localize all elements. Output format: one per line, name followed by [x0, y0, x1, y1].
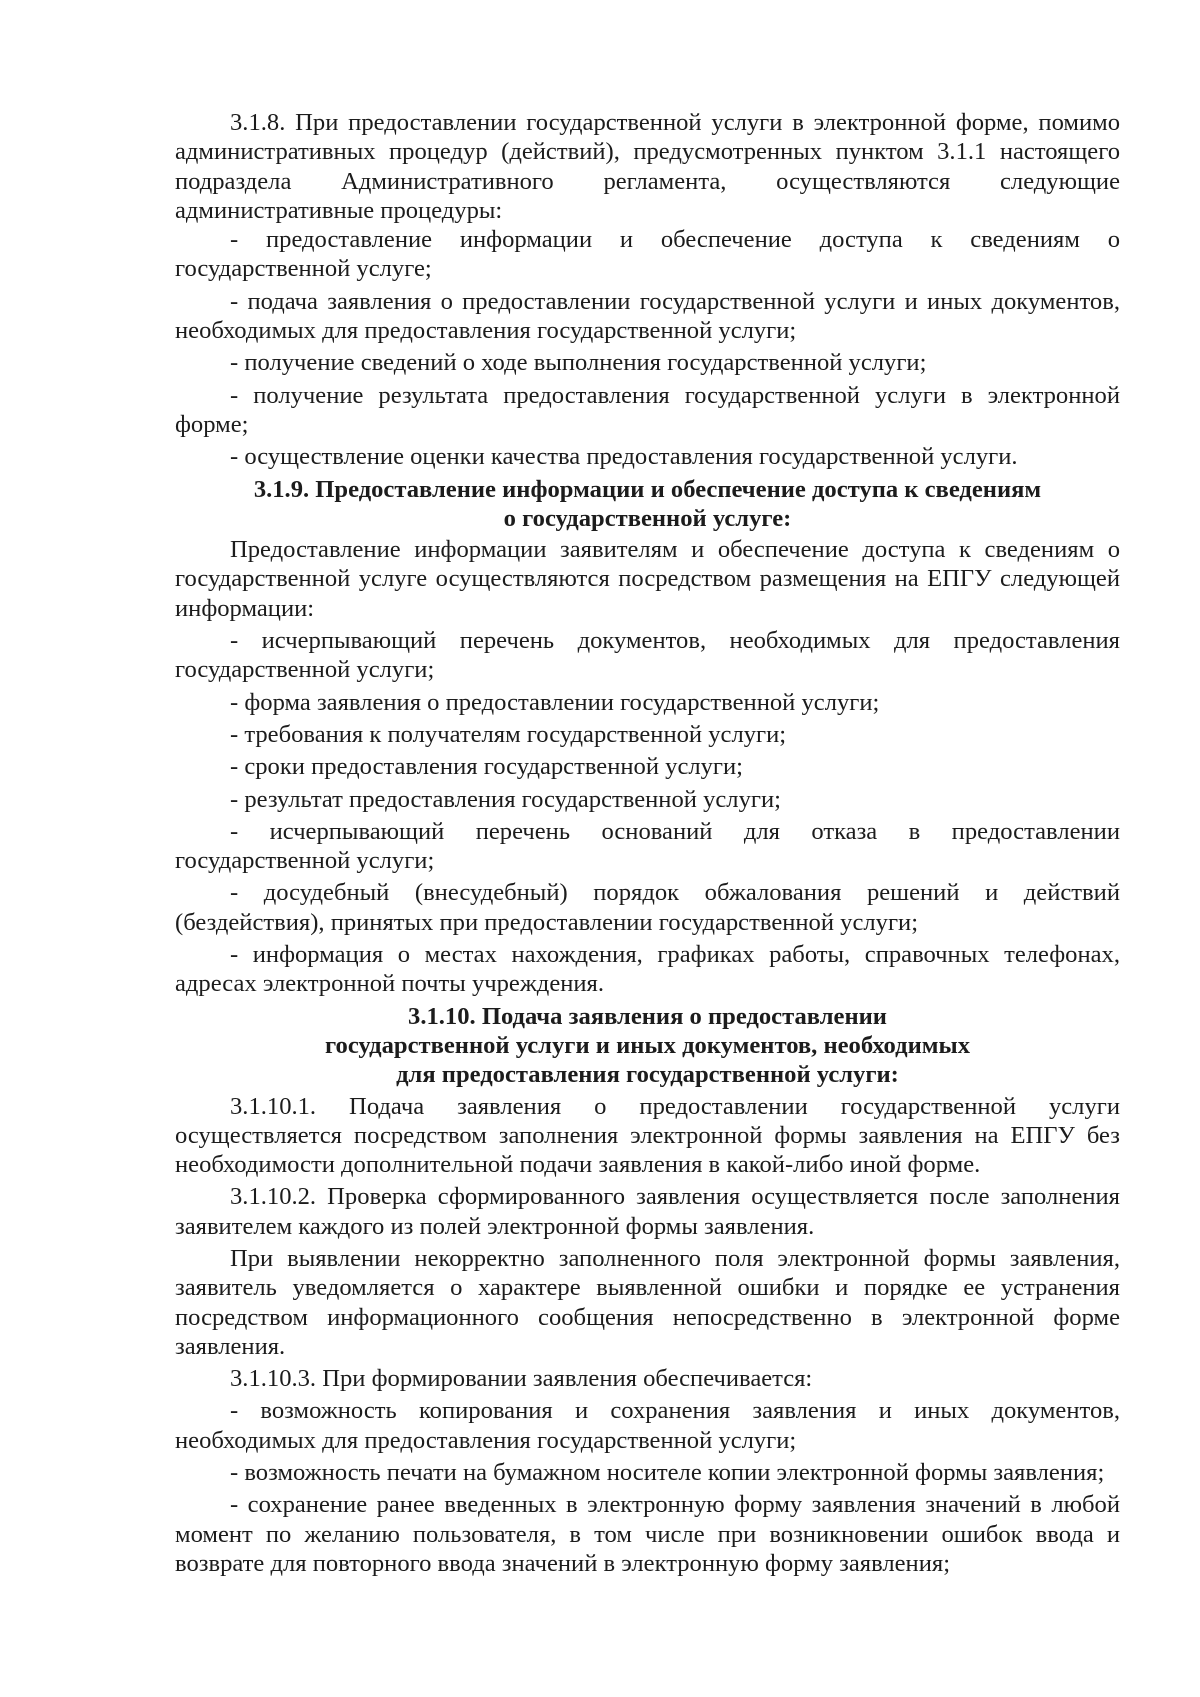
- list-item: - требования к получателям государственной услуги;: [230, 720, 787, 748]
- list-item: - возможность копирования и сохранения заявления и иных документов, необходимых для предоставления государственной услуги;: [175, 1397, 1120, 1454]
- list-item: - сроки предоставления государственной услуги;: [230, 753, 744, 781]
- list-item: - получение сведений о ходе выполнения государственной услуги;: [230, 349, 927, 377]
- paragraph-error-handling: При выявлении некорректно заполненного поля электронной формы заявления, заявитель уведомляется о характере выявленной ошибки и порядке ее устранения посредством информационного сообщения непосредственно в электронной форме заявления.: [175, 1244, 1120, 1360]
- paragraph-3-1-10-2: 3.1.10.2. Проверка сформированного заявления осуществляется после заполнения заявителем каждого из полей электронной формы заявления.: [175, 1183, 1120, 1240]
- heading-line: для предоставления государственной услуги:: [396, 1061, 899, 1089]
- list-item: - досудебный (внесудебный) порядок обжалования решений и действий (бездействия), принятых при предоставлении государственной услуги;: [175, 879, 1120, 936]
- list-item: - возможность печати на бумажном носителе копии электронной формы заявления;: [230, 1459, 1105, 1487]
- list-item: - предоставление информации и обеспечение доступа к сведениям о государственной услуге;: [175, 226, 1120, 283]
- list-item: - сохранение ранее введенных в электронную форму заявления значений в любой момент по желанию пользователя, в том числе при возникновении ошибок ввода и возврате для повторного ввода значений в электронную форму заявления;: [175, 1491, 1120, 1577]
- paragraph-3-1-10-1: 3.1.10.1. Подача заявления о предоставлении государственной услуги осуществляется посредством заполнения электронной формы заявления на ЕПГУ без необходимости дополнительной подачи заявления в какой-либо иной форме.: [175, 1092, 1120, 1179]
- heading-line: о государственной услуге:: [503, 504, 792, 532]
- heading-line: государственной услуги и иных документов, необходимых: [324, 1031, 971, 1059]
- heading-3-1-9: [175, 475, 1120, 534]
- list-item: - подача заявления о предоставлении государственной услуги и иных документов, необходимых для предоставления государственной услуги;: [175, 287, 1120, 345]
- heading-line: 3.1.10. Подача заявления о предоставлении: [408, 1002, 887, 1030]
- heading-line: 3.1.9. Предоставление информации и обеспечение доступа к сведениям: [253, 475, 1042, 503]
- document-page: [175, 108, 1120, 1581]
- list-item: - результат предоставления государственной услуги;: [230, 785, 781, 813]
- list-item: - исчерпывающий перечень оснований для отказа в предоставлении государственной услуги;: [175, 817, 1120, 875]
- list-item: - информация о местах нахождения, графиках работы, справочных телефонах, адресах электронной почты учреждения.: [175, 941, 1120, 998]
- list-item: - исчерпывающий перечень документов, необходимых для предоставления государственной услуги;: [175, 627, 1120, 684]
- paragraph-3-1-10-3: 3.1.10.3. При формировании заявления обеспечивается:: [230, 1365, 813, 1393]
- list-item: - осуществление оценки качества предоставления государственной услуги.: [230, 443, 1018, 471]
- paragraph-3-1-8: 3.1.8. При предоставлении государственной услуги в электронной форме, помимо административных процедур (действий), предусмотренных пунктом 3.1.1 настоящего подраздела Административного регламента, осуществляются следующие административные процедуры:: [175, 109, 1120, 224]
- list-item: - форма заявления о предоставлении государственной услуги;: [230, 688, 880, 716]
- paragraph-3-1-9: Предоставление информации заявителям и обеспечение доступа к сведениям о государственной услуге осуществляются посредством размещения на ЕПГУ следующей информации:: [175, 536, 1120, 622]
- list-item: - получение результата предоставления государственной услуги в электронной форме;: [175, 381, 1120, 438]
- heading-3-1-10: [175, 1002, 1120, 1090]
